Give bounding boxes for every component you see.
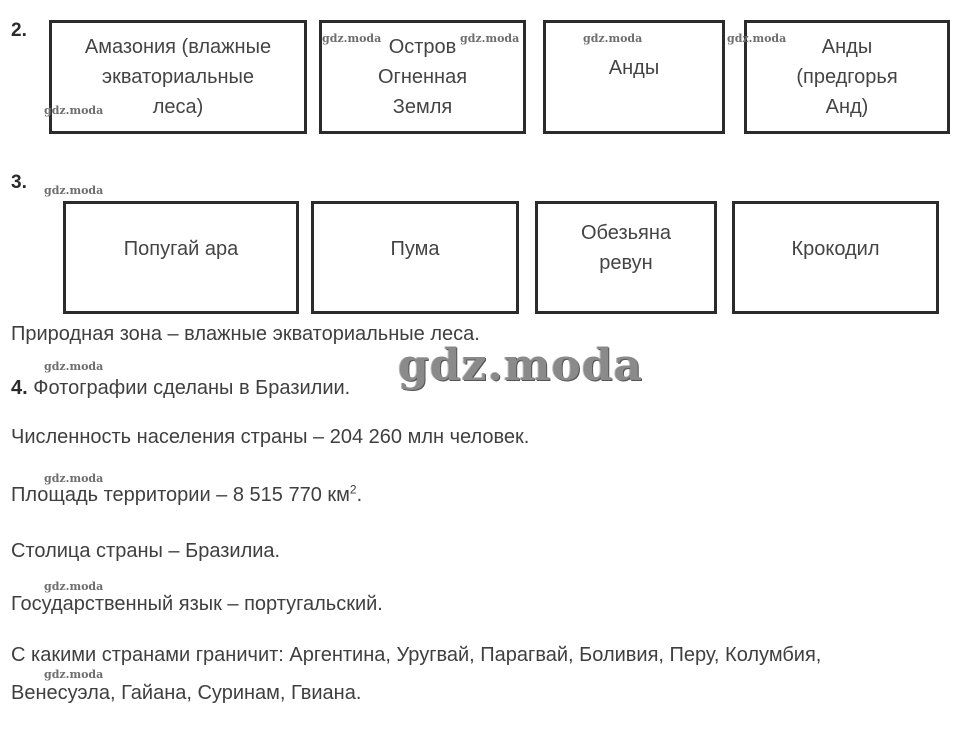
area-end: .: [356, 484, 363, 506]
answer-box-crocodile: Крокодил: [732, 201, 939, 314]
watermark: gdz.moda: [460, 32, 520, 45]
watermark: gdz.moda: [583, 32, 643, 45]
watermark: gdz.moda: [44, 360, 104, 373]
task-3-number: 3.: [11, 172, 27, 193]
answer-box-howler-monkey: Обезьяна ревун: [535, 201, 717, 314]
borders-text-line-1: С какими странами граничит: Аргентина, Уругвай, Парагвай, Боливия, Перу, Колумбия,: [11, 644, 822, 666]
watermark: gdz.moda: [44, 184, 104, 197]
watermark: gdz.moda: [727, 32, 787, 45]
answer-box-andes: Анды: [543, 20, 725, 134]
watermark: gdz.moda: [44, 472, 104, 485]
natural-zone-text: Природная зона – влажные экваториальные леса.: [11, 323, 480, 345]
capital-text: Столица страны – Бразилиа.: [11, 540, 281, 562]
watermark: gdz.moda: [322, 32, 382, 45]
area-superscript: 2: [349, 482, 357, 497]
watermark: gdz.moda: [44, 580, 104, 593]
answer-box-andes-foothills: Анды (предгорья Анд): [744, 20, 950, 134]
language-text: Государственный язык – португальский.: [11, 593, 383, 615]
task-4-text: Фотографии сделаны в Бразилии.: [27, 377, 351, 399]
task-2-number: 2.: [11, 20, 27, 41]
watermark: gdz.moda: [44, 104, 104, 117]
task-4-line: [11, 377, 350, 400]
population-text: Численность населения страны – 204 260 млн человек.: [11, 426, 530, 448]
answer-box-tierra-del-fuego: Остров Огненная Земля: [319, 20, 526, 134]
answer-box-macaw: Попугай ара: [63, 201, 299, 314]
answer-box-puma: Пума: [311, 201, 519, 314]
area-line: [11, 484, 362, 507]
task-4-number: 4.: [11, 377, 28, 399]
watermark: gdz.moda: [44, 668, 104, 681]
area-text: Площадь территории – 8 515 770 км: [11, 484, 350, 506]
borders-text-line-2: Венесуэла, Гайана, Суринам, Гвиана.: [11, 682, 362, 704]
watermark-large: gdz.moda: [398, 340, 644, 391]
answer-box-amazonia: Амазония (влажные экваториальные леса): [49, 20, 307, 134]
